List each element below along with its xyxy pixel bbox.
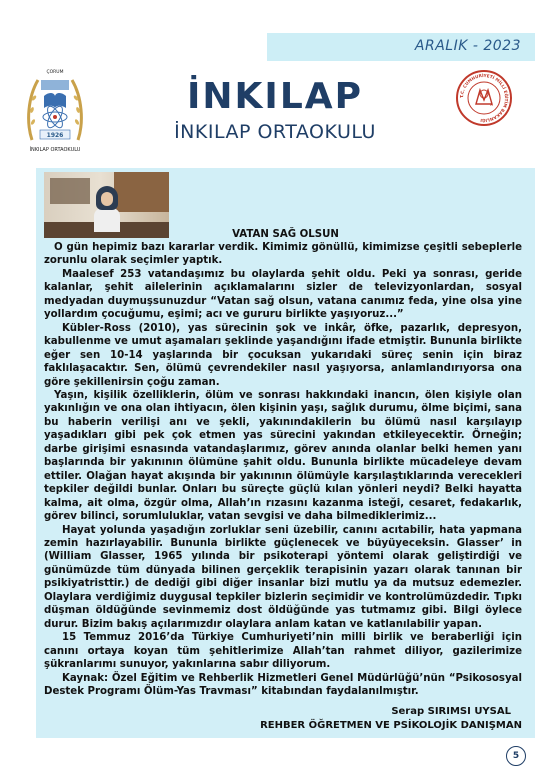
article-paragraph: Maalesef 253 vatandaşımız bu olaylarda şehit oldu. Peki ya sonrası, geride kalanlar, şehit ailelerinin açıklamalarını sizler de televizyonlardan, sosyal medyadan duymuşsunuzdur “Vatan sağ olsun, vatana canımız feda, yine olsa yine yollardım çocuğumu, eşimi; acı ve gururu birlikte yaşıyoruz...”	[44, 268, 522, 321]
logo-school-name: İNKILAP ORTAOKULU	[29, 147, 81, 153]
article-paragraph: Hayat yolunda yaşadığın zorluklar seni üzebilir, canını acıtabilir, hata yapmana zemin hazırlayabilir. Bununla birlikte güçlenecek ve büyüyeceksin. Glasser’ in (William Glasser, 1965 yılında bir psikoterapi yöntemi olarak geliştirdiği ve günümüzde tüm dünyada bilinen gerçeklik terapisinin yazarı olarak tanınan bir psikiyatristtir.) de dediği gibi diğer insanlar bizi mutlu ya da mutsuz edemezler. Olaylara verdiğimiz duygusal tepkiler bizlerin seçimidir ve kontrolümüzdedir. Tıpkı düşman öldüğünde sevinmemiz dost öldüğünde yas tutmamız gibi. Bilgi öylece durur. Bizim bakış açılarımızdır olaylara anlam katan ve katlanılabilir yapan.	[44, 524, 522, 630]
article-paragraph: O gün hepimiz bazı kararlar verdik. Kimimiz gönüllü, kimimizse çeşitli sebeplerle zorunlu olarak seçimler yaptık.	[44, 242, 522, 267]
author-name: Serap SIRIMSI UYSAL	[391, 706, 511, 717]
article-source: Kaynak: Özel Eğitim ve Rehberlik Hizmetleri Genel Müdürlüğü’nün “Psikososyal Destek Programı Ölüm-Yas Travması” kitabından faydalanılmıştır.	[44, 672, 522, 697]
school-emblem-icon	[26, 62, 84, 158]
page-number: 5	[506, 746, 526, 766]
ministry-emblem-icon	[456, 70, 512, 126]
ministry-logo	[456, 70, 512, 126]
date-banner	[267, 33, 535, 61]
article-heading: VATAN SAĞ OLSUN	[232, 229, 339, 240]
logo-year: 1926	[46, 132, 64, 139]
school-logo	[26, 62, 84, 158]
issue-date: ARALIK - 2023	[414, 38, 521, 54]
article-body	[44, 241, 522, 698]
ministry-logo-text: T.C. CUMHURİYETİ MİLLİ EĞİTİM BAKANLIĞI	[458, 72, 510, 124]
logo-city: ÇORUM	[46, 70, 64, 75]
article-paragraph: 15 Temmuz 2016’da Türkiye Cumhuriyeti’nin milli birlik ve beraberliği için canını ortaya koyan tüm şehitlerimize Allah’tan rahmet diliyor, gazilerimize şükranlarımı sunuyor, yakınlarına sabır diliyorum.	[44, 632, 522, 671]
article-paragraph: Yaşın, kişilik özelliklerin, ölüm ve sonrası hakkındaki inancın, ölen kişiyle olan yakınlığın ve ona olan ihtiyacın, ölen kişinin yaşı, sağlık durumu, ölme biçimi, sana bu haberin verilişi anı ve şekli, yakınındakilerin bu ölümü nasıl karşılayıp yaşadıkları gibi pek çok etmen yas sürecini yakından etkileyecektir. Örneğin; darbe girişimi esnasında vatandaşlarımız, görev anında olanlar belki hemen yanı başlarında bir yakınının ölümüne şahit oldu. Bununla birlikte mücadeleye devam ettiler. Olağan hayat akışında bir yakınının ölümüyle karşılaştıklarında verecekleri tepkiler değildi bunlar. Onları bu süreçte güçlü kılan yönleri neydi? Belki hayatta kalma, ait olma, özgür olma, Allah’ın rızasını kazanma isteği, cesaret, fedakarlık, görev bilinci, sorumluluklar, vatan sevgisi ve daha bilmediklerimiz...	[44, 389, 522, 523]
article-paragraph: Kübler-Ross (2010), yas sürecinin şok ve inkâr, öfke, pazarlık, depresyon, kabullenme ve umut aşamaları şeklinde yaşandığını ifade etmiştir. Bununla birlikte eğer sen 10-14 yaşlarında bir çocuksan yukarıdaki süreç senin için biraz faklılaşacaktır. Sen, ölümü çevrendekiler nasıl yaşıyorsa, anlamlandırıyorsa ona göre şekillenirsin çoğu zaman.	[44, 322, 522, 388]
author-title: REHBER ÖĞRETMEN VE PSİKOLOJİK DANIŞMAN	[260, 720, 522, 731]
page-title: İNKILAP	[187, 76, 363, 117]
page-subtitle: İNKILAP ORTAOKULU	[174, 121, 376, 143]
